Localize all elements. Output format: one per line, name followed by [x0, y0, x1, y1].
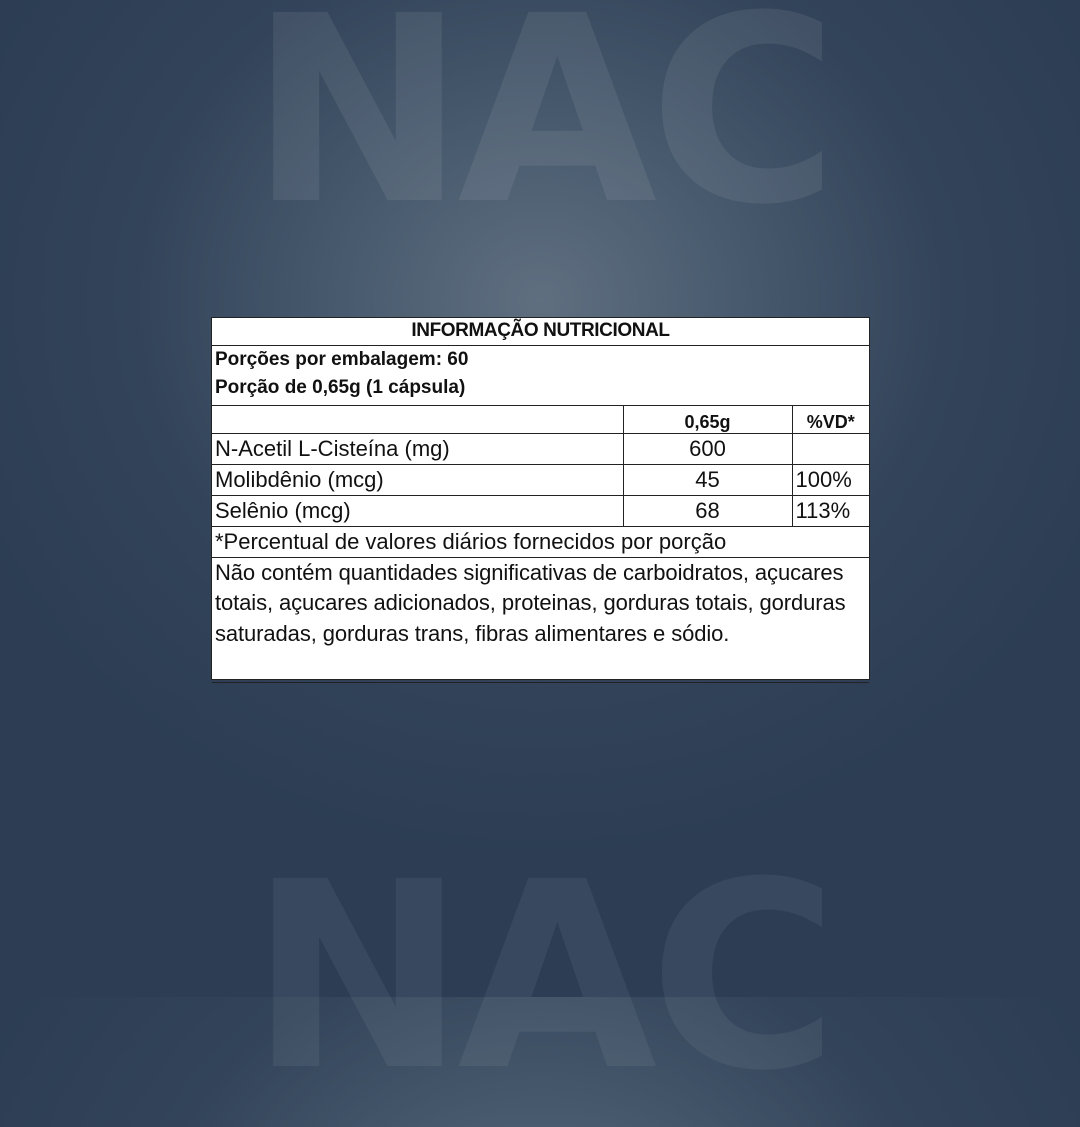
column-header-dv: %VD* — [792, 405, 869, 433]
nutrient-name: Selênio (mcg) — [212, 495, 623, 526]
not-significant-note: Não contém quantidades significativas de carboidratos, açucares totais, açucares adicionados, proteinas, gorduras totais, gorduras saturadas, gorduras trans, fibras alimentares e sódio. — [212, 557, 869, 682]
watermark-top: NAC — [249, 0, 831, 261]
nutrient-dv: 113% — [792, 495, 869, 526]
table-row — [212, 433, 869, 464]
nutrient-name: N-Acetil L-Cisteína (mg) — [212, 433, 623, 464]
nutrient-name: Molibdênio (mcg) — [212, 464, 623, 495]
nutrition-title: INFORMAÇÃO NUTRICIONAL — [212, 318, 869, 345]
nutrition-facts-label — [211, 317, 870, 680]
column-header-amount: 0,65g — [623, 405, 792, 433]
table-row — [212, 464, 869, 495]
table-row — [212, 495, 869, 526]
column-header-name — [212, 405, 623, 433]
dv-footnote: *Percentual de valores diários fornecidos por porção — [212, 526, 869, 557]
nutrient-amount: 68 — [623, 495, 792, 526]
nutrient-amount: 45 — [623, 464, 792, 495]
serving-size: Porção de 0,65g (1 cápsula) — [215, 376, 466, 398]
nutrient-dv: 100% — [792, 464, 869, 495]
nutrient-dv — [792, 433, 869, 464]
serving-info — [212, 345, 869, 405]
watermark-bottom: NAC — [249, 827, 831, 1127]
nutrition-table — [212, 318, 869, 683]
servings-per-package: Porções por embalagem: 60 — [215, 348, 469, 370]
nutrient-amount: 600 — [623, 433, 792, 464]
